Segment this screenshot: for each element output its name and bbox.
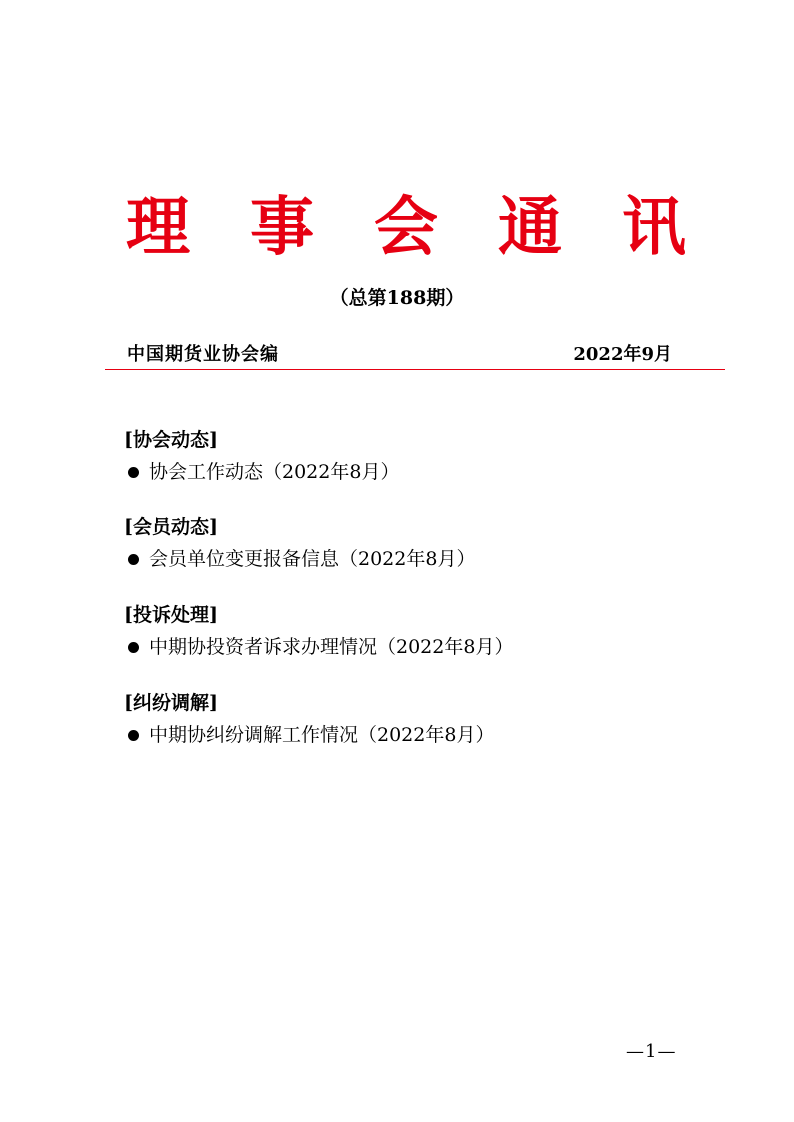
section-heading: [协会动态] bbox=[124, 429, 218, 451]
section-heading: [纠纷调解] bbox=[124, 692, 218, 714]
bullet-icon bbox=[128, 642, 139, 653]
masthead-row bbox=[127, 340, 672, 366]
toc-item[interactable] bbox=[128, 545, 475, 573]
issue-number: （总第188期） bbox=[329, 287, 465, 309]
title-char: 讯 bbox=[622, 190, 686, 265]
section-heading: [会员动态] bbox=[124, 516, 218, 538]
issue-date: 2022年9月 bbox=[573, 344, 672, 365]
page-number: —1— bbox=[626, 1041, 677, 1062]
toc-item-label: 中期协纠纷调解工作情况（2022年8月） bbox=[149, 724, 495, 746]
bullet-icon bbox=[128, 467, 139, 478]
toc-item-label: 会员单位变更报备信息（2022年8月） bbox=[149, 548, 476, 570]
section-member-news bbox=[124, 513, 476, 573]
title-char: 事 bbox=[250, 190, 314, 265]
title-char: 会 bbox=[374, 190, 438, 265]
document-title bbox=[126, 188, 686, 268]
toc-item[interactable] bbox=[128, 721, 494, 749]
section-heading: [投诉处理] bbox=[124, 604, 218, 626]
section-association-news bbox=[124, 426, 400, 486]
publisher: 中国期货业协会编 bbox=[127, 344, 279, 365]
header-divider bbox=[105, 369, 725, 370]
toc-item-label: 中期协投资者诉求办理情况（2022年8月） bbox=[149, 636, 514, 658]
bullet-icon bbox=[128, 730, 139, 741]
section-complaints bbox=[124, 601, 514, 661]
toc-item-label: 协会工作动态（2022年8月） bbox=[149, 461, 400, 483]
bullet-icon bbox=[128, 554, 139, 565]
title-char: 理 bbox=[126, 190, 190, 265]
toc-item[interactable] bbox=[128, 633, 513, 661]
toc-item[interactable] bbox=[128, 458, 399, 486]
section-dispute-mediation bbox=[124, 689, 495, 749]
title-char: 通 bbox=[498, 190, 562, 265]
